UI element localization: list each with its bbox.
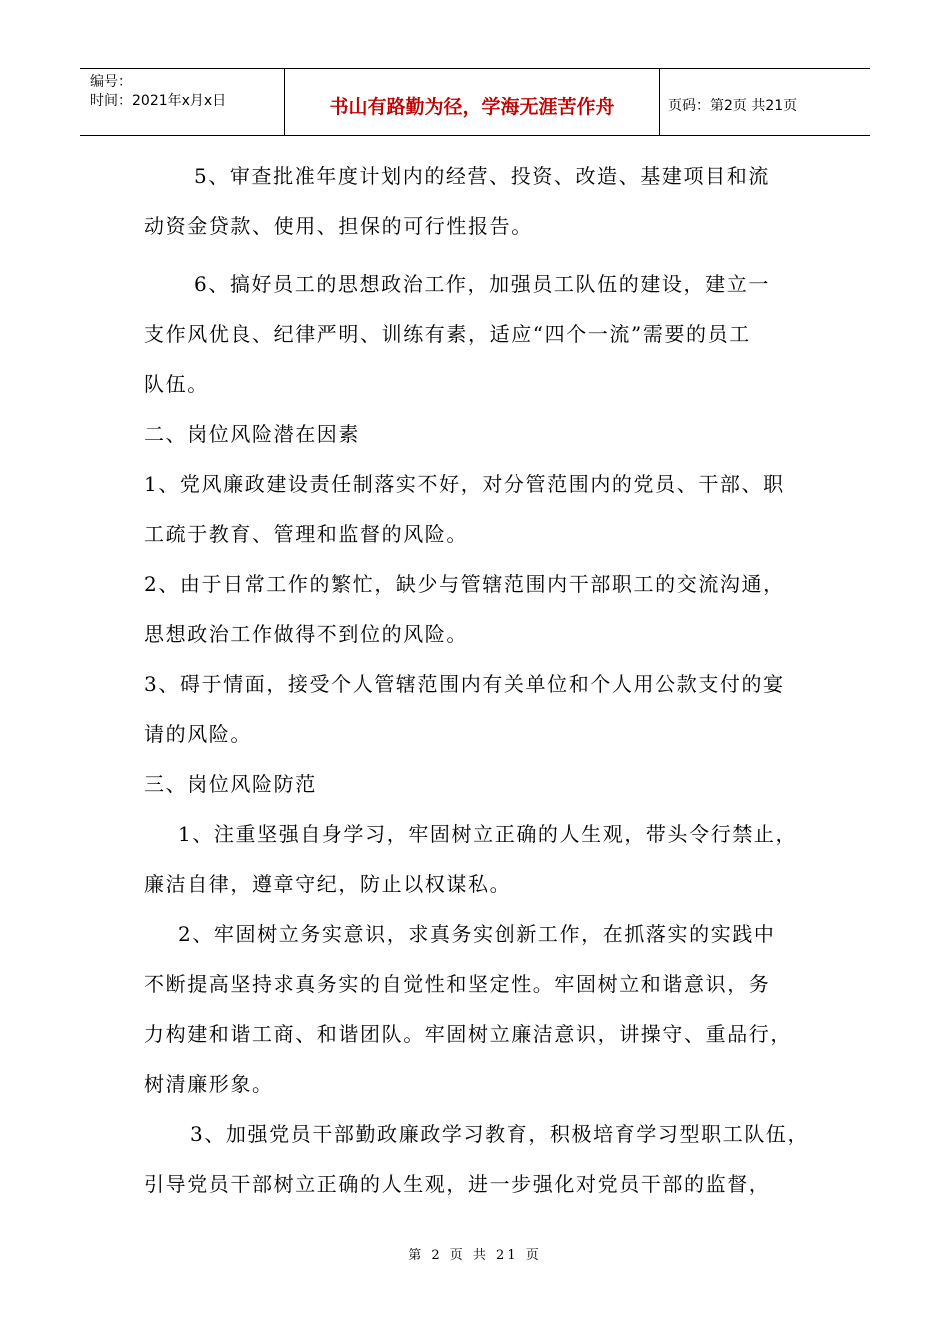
body-line: 1、注重坚强自身学习，牢固树立正确的人生观，带头令行禁止， <box>178 822 798 846</box>
body-line: 力构建和谐工商、和谐团队。牢固树立廉洁意识，讲操守、重品行， <box>144 1022 792 1046</box>
body-line: 1、党风廉政建设责任制落实不好，对分管范围内的党员、干部、职 <box>144 472 785 496</box>
section-heading: 二、岗位风险潜在因素 <box>144 422 360 446</box>
document-number-label: 编号： <box>90 74 132 90</box>
document-header <box>80 68 870 136</box>
body-line: 支作风优良、纪律严明、训练有素，适应“四个一流”需要的员工 <box>144 322 751 346</box>
body-line: 2、由于日常工作的繁忙，缺少与管辖范围内干部职工的交流沟通， <box>144 572 785 596</box>
body-line: 工疏于教育、管理和监督的风险。 <box>144 522 468 546</box>
body-line: 不断提高坚持求真务实的自觉性和坚定性。牢固树立和谐意识，务 <box>144 972 771 996</box>
page-footer: 第 2 页 共 21 页 <box>408 1248 542 1263</box>
header-motto: 书山有路勤为径，学海无涯苦作舟 <box>285 69 660 135</box>
header-page-info: 页码：第2页 共21页 <box>668 98 798 114</box>
body-line: 树清廉形象。 <box>144 1072 274 1096</box>
body-line: 廉洁自律，遵章守纪，防止以权谋私。 <box>144 872 512 896</box>
section-heading: 三、岗位风险防范 <box>144 772 317 796</box>
body-line: 请的风险。 <box>144 722 252 746</box>
body-line: 3、加强党员干部勤政廉政学习教育，积极培育学习型职工队伍， <box>190 1122 810 1146</box>
body-line: 6、搞好员工的思想政治工作，加强员工队伍的建设，建立一 <box>194 272 770 296</box>
body-line: 2、牢固树立务实意识，求真务实创新工作，在抓落实的实践中 <box>178 922 776 946</box>
body-line: 5、审查批准年度计划内的经营、投资、改造、基建项目和流 <box>194 164 770 188</box>
document-date-label: 时间：2021年x月x日 <box>90 93 227 109</box>
body-line: 动资金贷款、使用、担保的可行性报告。 <box>144 214 533 238</box>
body-line: 引导党员干部树立正确的人生观，进一步强化对党员干部的监督， <box>144 1172 771 1196</box>
body-line: 3、碍于情面，接受个人管辖范围内有关单位和个人用公款支付的宴 <box>144 672 785 696</box>
body-line: 队伍。 <box>144 372 209 396</box>
header-meta-cell <box>80 69 285 135</box>
body-line: 思想政治工作做得不到位的风险。 <box>144 622 468 646</box>
